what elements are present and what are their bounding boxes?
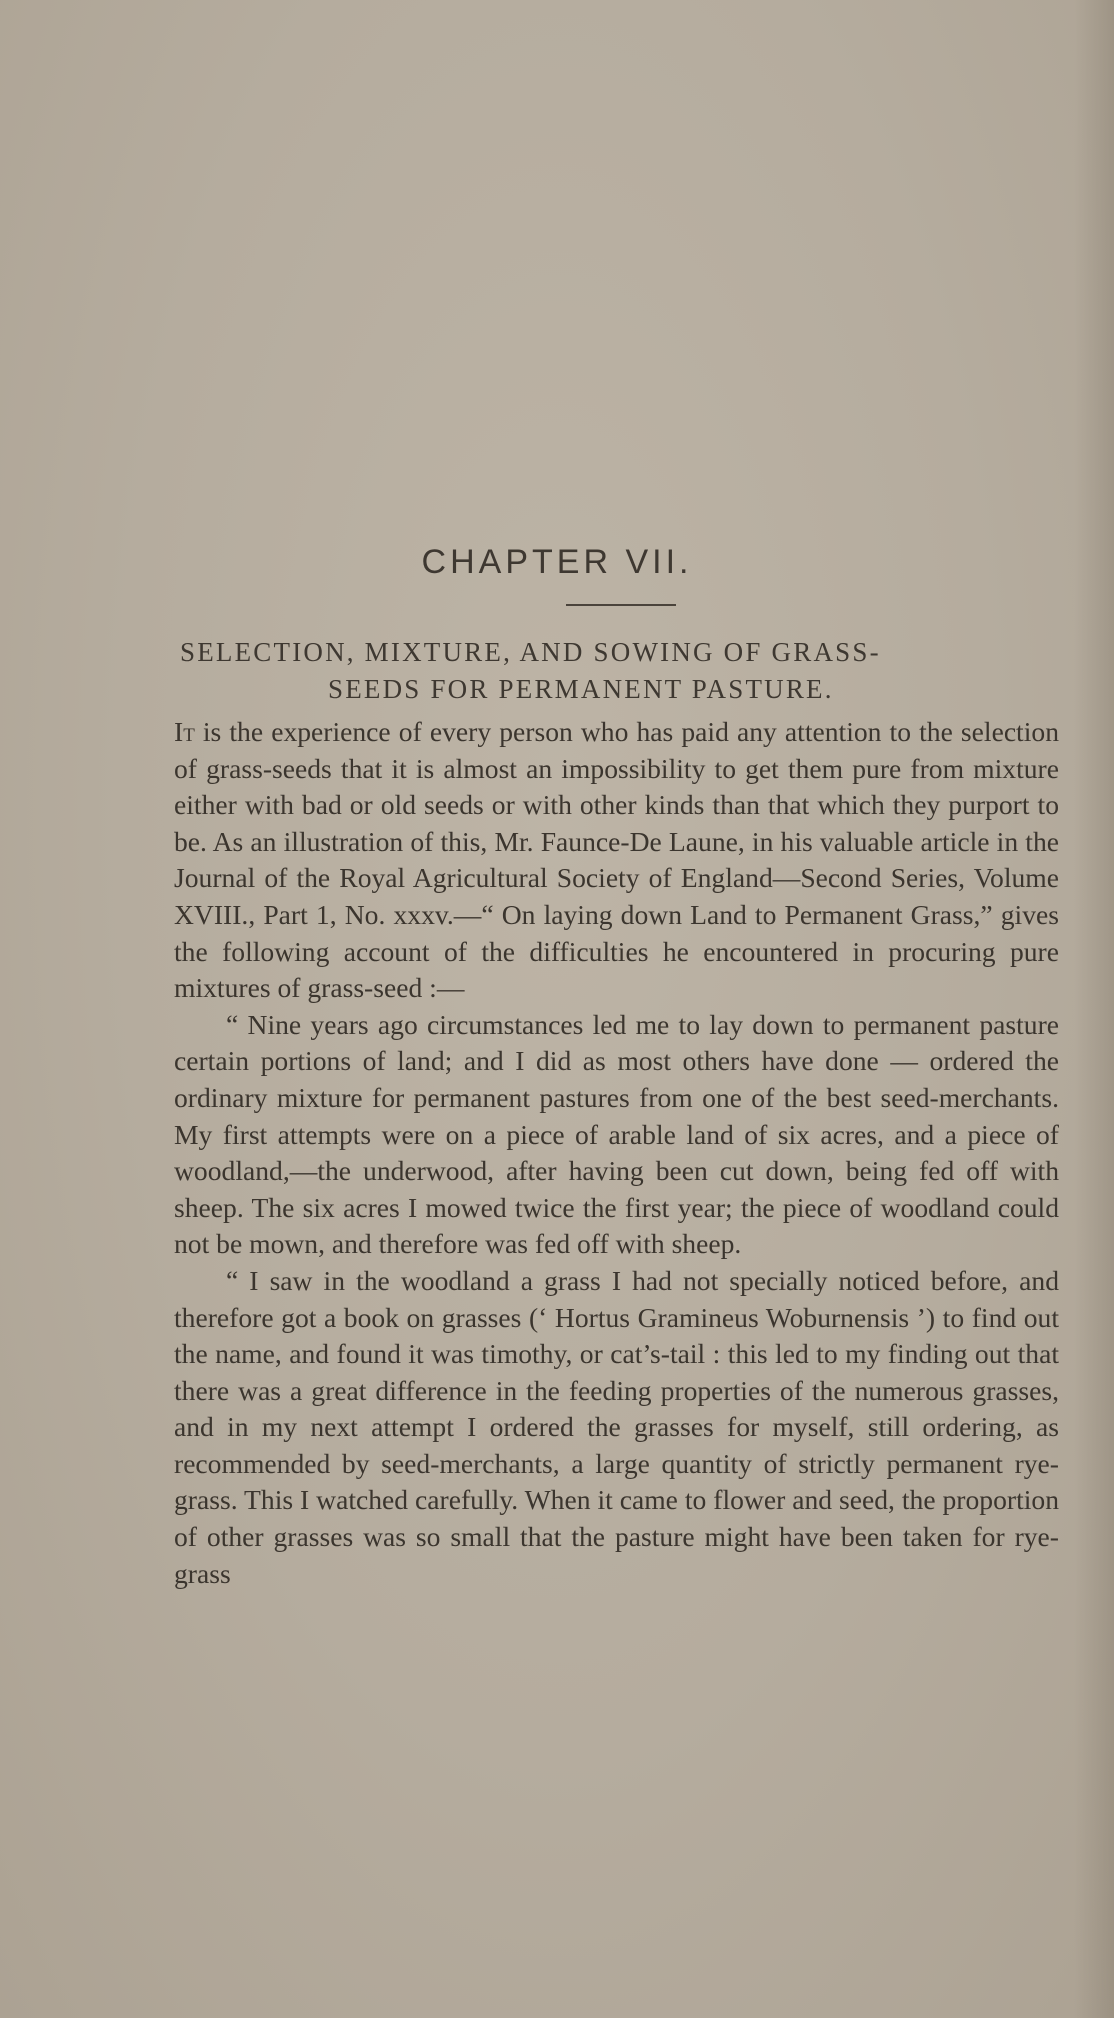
- title-rule: [566, 604, 676, 606]
- paragraph-3: “ I saw in the woodland a grass I had not specially noticed before, and therefore got a book on grasses (‘ Hortus Gramineus Woburnensis ’) to find out the name, and found it was timothy, or cat’s-tail : this led to my finding out that there was a great difference in the feeding properties of the numerous grasses, and in my next attempt I ordered the grasses for myself, still ordering, as recommended by seed-merchants, a large quantity of strictly permanent rye-grass. This I watched carefully. When it came to flower and seed, the proportion of other grasses was so small that the pasture might have been taken for rye-grass: [174, 1264, 1059, 1589]
- section-heading: [180, 634, 1060, 708]
- paragraph-1-text: is the experience of every person who has paid any attention to the selection of grass-seeds that it is almost an impossibility to get them pure from mixture either with bad or old seeds or with other kinds than that which they purport to be. As an illustration of this, Mr. Faunce-De Laune, in his valuable article in the Journal of the Royal Agricultural Society of England—Second Series, Volume XVIII., Part 1, No. xxxv.—“ On laying down Land to Permanent Grass,” gives the following account of the difficulties he encountered in procuring pure mixtures of grass-seed :—: [174, 716, 1059, 1004]
- paragraph-1: [174, 714, 1059, 1007]
- body-text: [174, 714, 1059, 1592]
- chapter-title: CHAPTER VII.: [421, 543, 693, 581]
- section-heading-line-1: SELECTION, MIXTURE, AND SOWING OF GRASS-: [180, 637, 881, 667]
- paragraph-2: “ Nine years ago circumstances led me to lay down to permanent pasture certain portions of land; and I did as most others have done — ordered the ordinary mixture for permanent pastures from one of the best seed-merchants. My first attempts were on a piece of arable land of six acres, and a piece of woodland,—the underwood, after having been cut down, being fed off with sheep. The six acres I mowed twice the first year; the piece of woodland could not be mown, and therefore was fed off with sheep.: [174, 1008, 1059, 1260]
- section-heading-line-2: SEEDS FOR PERMANENT PASTURE.: [328, 674, 834, 704]
- drop-word: It: [174, 716, 195, 747]
